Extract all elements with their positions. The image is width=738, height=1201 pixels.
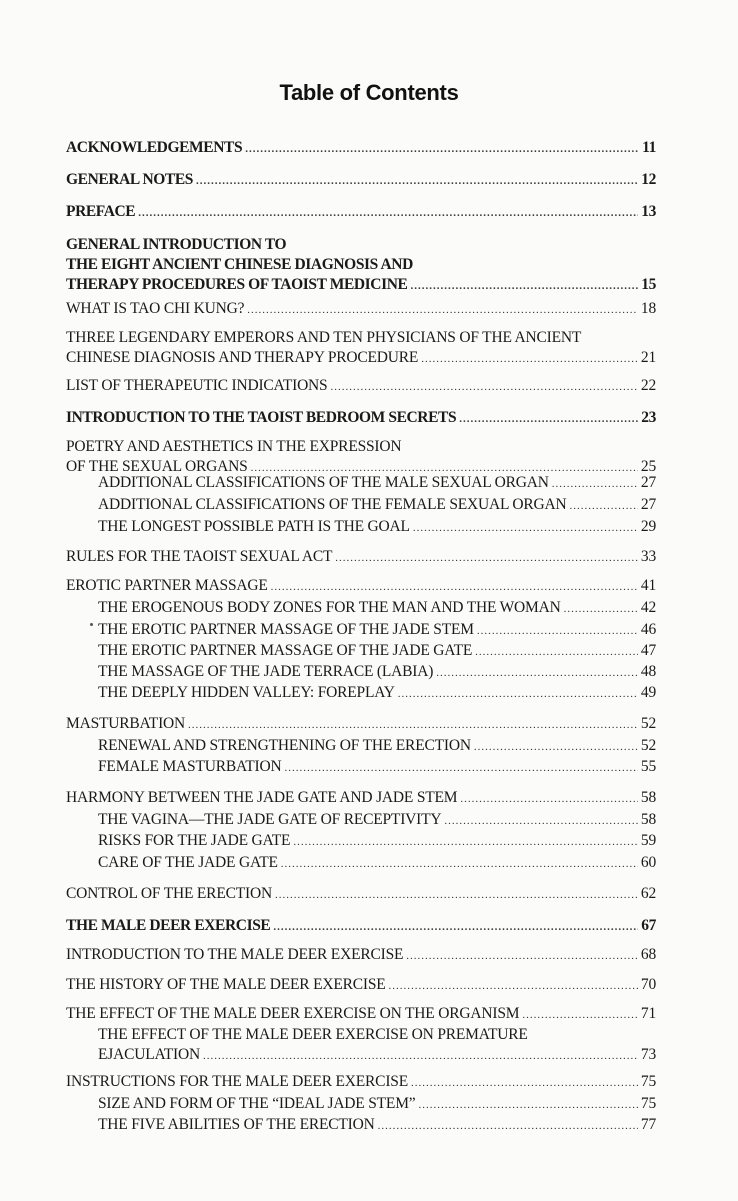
toc-page-number: 48 [640,663,656,680]
toc-page-number: 58 [640,811,656,828]
toc-entry[interactable] [98,1115,656,1136]
toc-entry[interactable] [98,1025,656,1066]
dot-leader [421,349,638,369]
dot-leader [411,1073,638,1093]
dot-leader [459,409,638,429]
dot-leader [552,474,638,494]
toc-entry[interactable] [98,1094,656,1115]
toc-entry[interactable] [66,1072,656,1093]
toc-entry-title: RULES FOR THE TAOIST SEXUAL ACT [66,548,333,565]
toc-entry[interactable] [66,376,656,397]
toc-page-number: 71 [640,1005,656,1022]
dot-leader [474,737,638,757]
toc-entry-title: CHINESE DIAGNOSIS AND THERAPY PROCEDURE [66,349,419,366]
toc-page-number: 52 [640,737,656,754]
toc-entry-title: THE DEEPLY HIDDEN VALLEY: FOREPLAY [98,684,395,701]
toc-page-number: 33 [640,548,656,565]
dot-leader [196,171,638,191]
toc-entry[interactable] [66,202,656,223]
toc-page-number: 58 [640,789,656,806]
dot-leader [203,1046,638,1066]
dot-leader [293,832,638,852]
toc-entry[interactable] [66,714,656,735]
toc-entry-title: INSTRUCTIONS FOR THE MALE DEER EXERCISE [66,1073,408,1090]
dot-leader [406,946,638,966]
toc-entry[interactable] [66,437,656,478]
toc-page-number: 73 [640,1046,656,1063]
toc-entry[interactable] [98,641,656,662]
dot-leader [271,577,638,597]
toc-entry-title: THE FIVE ABILITIES OF THE ERECTION [98,1116,375,1133]
toc-entry-title: CONTROL OF THE ERECTION [66,885,272,902]
toc-page-number: 52 [640,715,656,732]
toc-entry-title: GENERAL NOTES [66,171,194,188]
toc-entry-title: INTRODUCTION TO THE TAOIST BEDROOM SECRETS [66,409,457,426]
toc-page-number: 68 [640,946,656,963]
toc-entry-title: WHAT IS TAO CHI KUNG? [66,300,245,317]
dot-leader [275,885,638,905]
dot-leader [273,917,638,937]
toc-entry-title: THE HISTORY OF THE MALE DEER EXERCISE [66,976,386,993]
toc-entry[interactable] [98,598,656,619]
toc-page-number: 47 [640,642,656,659]
toc-entry-title: LIST OF THERAPEUTIC INDICATIONS [66,377,328,394]
dot-leader [413,518,638,538]
toc-entry-title: THERAPY PROCEDURES OF TAOIST MEDICINE [66,276,408,293]
toc-entry-title: CARE OF THE JADE GATE [98,854,278,871]
toc-entry-title: ADDITIONAL CLASSIFICATIONS OF THE MALE SEXUAL ORGAN [98,474,549,491]
dot-leader [378,1116,638,1136]
toc-page-number: 18 [640,300,656,317]
toc-entry-title: PREFACE [66,203,136,220]
toc-entry-title: RISKS FOR THE JADE GATE [98,832,291,849]
dot-leader [247,300,638,320]
toc-page-number: 25 [640,458,656,475]
toc-entry[interactable] [66,408,656,429]
toc-entry-title: GENERAL INTRODUCTION TO [66,236,287,253]
toc-page-number: 11 [642,139,656,156]
toc-entry-title: ACKNOWLEDGEMENTS [66,139,243,156]
dot-leader [522,1005,638,1025]
toc-entry-title: THE MALE DEER EXERCISE [66,917,271,934]
toc-entry[interactable] [98,473,656,494]
dot-leader [138,203,638,223]
toc-entry[interactable] [66,328,656,369]
toc-page-number: 75 [640,1095,656,1112]
dot-leader [475,642,638,662]
toc-entry[interactable] [66,138,656,159]
toc-entry[interactable] [66,235,656,296]
toc-entry-title: INTRODUCTION TO THE MALE DEER EXERCISE [66,946,404,963]
toc-entry-title: HARMONY BETWEEN THE JADE GATE AND JADE STEM [66,789,458,806]
dot-leader [569,496,637,516]
dot-leader [281,854,638,874]
dot-leader [245,139,639,159]
toc-entry[interactable] [98,810,656,831]
page-title: Table of Contents [279,80,459,105]
toc-entry[interactable] [66,788,656,809]
toc-page-number: 42 [640,599,656,616]
toc-page-number: 21 [640,349,656,366]
toc-page-number: 13 [641,203,656,220]
toc-entry-title: THE EROTIC PARTNER MASSAGE OF THE JADE GATE [98,642,473,659]
toc-entry[interactable] [98,683,656,704]
toc-page-number: 67 [641,917,656,934]
toc-entry[interactable] [98,517,656,538]
toc-page-number: 22 [640,377,656,394]
toc-entry-title: EROTIC PARTNER MASSAGE [66,577,268,594]
toc-entry-title: THE VAGINA—THE JADE GATE OF RECEPTIVITY [98,811,442,828]
toc-entry-title: THE LONGEST POSSIBLE PATH IS THE GOAL [98,518,410,535]
toc-page-number: 15 [641,276,656,293]
toc-page-number: 75 [640,1073,656,1090]
toc-page-number: 59 [640,832,656,849]
toc-entry[interactable] [66,299,656,320]
toc-page-number: 27 [640,474,656,491]
dot-leader [398,684,638,704]
toc-page-number: 23 [641,409,656,426]
toc-entry[interactable] [66,170,656,191]
toc-entry-title: THREE LEGENDARY EMPERORS AND TEN PHYSICIANS OF THE ANCIENT [66,329,582,346]
toc-page-number: 46 [640,621,656,638]
dot-leader [564,599,638,619]
toc-entry[interactable] [98,831,656,852]
toc-entry-title: ADDITIONAL CLASSIFICATIONS OF THE FEMALE SEXUAL ORGAN [98,496,567,513]
toc-page-number: 55 [640,758,656,775]
toc-entry-title: POETRY AND AESTHETICS IN THE EXPRESSION [66,438,402,455]
toc-entry-title: THE MASSAGE OF THE JADE TERRACE (LABIA) [98,663,434,680]
dot-leader [335,548,638,568]
toc-entry-title: THE EROTIC PARTNER MASSAGE OF THE JADE STEM [98,621,474,638]
toc-entry[interactable] [98,853,656,874]
toc-page-number: 60 [640,854,656,871]
toc-entry[interactable] [66,975,656,996]
toc-entry[interactable] [98,620,656,641]
toc-page-number: 70 [640,976,656,993]
toc-entry[interactable] [66,547,656,568]
dot-leader [477,621,638,641]
dot-leader [444,811,638,831]
toc-page-number: 12 [641,171,656,188]
dot-leader [418,1095,637,1115]
toc-page-number: 49 [640,684,656,701]
dot-leader [410,276,638,296]
toc-entry[interactable] [66,916,656,937]
toc-entry-title: FEMALE MASTURBATION [98,758,282,775]
toc-entry-title: THE EIGHT ANCIENT CHINESE DIAGNOSIS AND [66,256,413,273]
toc-entry-title: SIZE AND FORM OF THE “IDEAL JADE STEM” [98,1095,416,1112]
toc-page-number: 77 [640,1116,656,1133]
toc-entry-title: THE EFFECT OF THE MALE DEER EXERCISE ON THE ORGANISM [66,1005,520,1022]
toc-entry[interactable] [98,736,656,757]
toc-page-number: 62 [640,885,656,902]
dot-leader [460,789,638,809]
toc-entry[interactable] [98,662,656,683]
toc-entry[interactable] [66,945,656,966]
print-speck [90,623,93,626]
toc-entry[interactable] [98,495,656,516]
dot-leader [330,377,637,397]
dot-leader [285,758,638,778]
toc-entry[interactable] [98,757,656,778]
toc-entry-title: THE EFFECT OF THE MALE DEER EXERCISE ON PREMATURE [98,1026,528,1043]
toc-entry-title: EJACULATION [98,1046,200,1063]
toc-entry[interactable] [66,884,656,905]
toc-page-number: 41 [640,577,656,594]
toc-page-number: 27 [640,496,656,513]
toc-entry[interactable] [66,576,656,597]
toc-entry[interactable] [66,1004,656,1025]
toc-entry-title: OF THE SEXUAL ORGANS [66,458,248,475]
toc-entry-title: RENEWAL AND STRENGTHENING OF THE ERECTION [98,737,471,754]
toc-page-number: 29 [640,518,656,535]
dot-leader [436,663,638,683]
dot-leader [188,715,638,735]
dot-leader [389,976,638,996]
toc-entry-title: MASTURBATION [66,715,186,732]
toc-entry-title: THE EROGENOUS BODY ZONES FOR THE MAN AND THE WOMAN [98,599,561,616]
